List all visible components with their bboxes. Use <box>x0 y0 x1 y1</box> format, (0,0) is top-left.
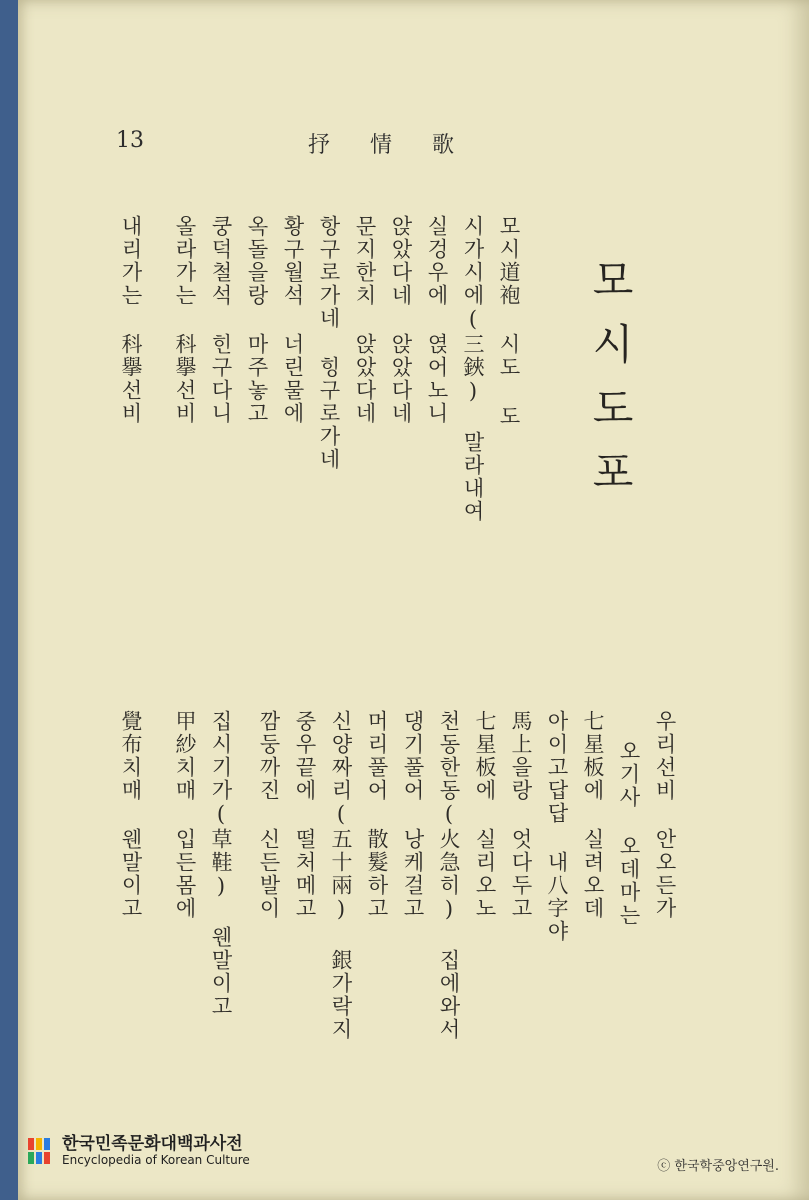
verse-line: 내리가는 科擧선비 <box>119 215 143 425</box>
verse-line: 오기사 오데마는 <box>617 740 641 927</box>
verse-line: 七星板에 실려오데 <box>581 710 605 920</box>
verse-line: 깜둥까진 신든발이 <box>257 710 281 920</box>
running-title: 抒情歌 <box>308 133 495 158</box>
logo-text-korean: 한국민족문화대백과사전 <box>62 1134 243 1154</box>
verse-line: 중우끝에 떨처메고 <box>293 710 317 920</box>
verse-line: 覺布치매 웬말이고 <box>119 710 143 920</box>
verse-line: 시가시에(三鋏) 말라내여 <box>461 215 485 523</box>
verse-line: 쿵덕철석 힌구다니 <box>209 215 233 425</box>
verse-line: 머리풀어 散髮하고 <box>365 710 389 920</box>
verse-line: 馬上을랑 엇다두고 <box>509 710 533 920</box>
encyclopedia-logo-icon <box>26 1136 56 1166</box>
verse-line: 七星板에 실리오노 <box>473 710 497 920</box>
verse-line: 앉았다네 앉았다네 <box>389 215 413 425</box>
verse-line: 옥돌을랑 마주놓고 <box>245 215 269 425</box>
verse-line: 甲紗치매 입든몸에 <box>173 710 197 920</box>
verse-line: 댕기풀어 낭케걸고 <box>401 710 425 920</box>
verse-line: 황구월석 너린물에 <box>281 215 305 425</box>
verse-line: 실겅우에 엱어노니 <box>425 215 449 425</box>
page-number: 13 <box>116 128 144 153</box>
verse-line: 우리선비 안오든가 <box>653 710 677 920</box>
verse-line: 천동한동(火急히) 집에와서 <box>437 710 461 1041</box>
verse-line: 신양짜리(五十兩) 銀가락지 <box>329 710 353 1041</box>
book-page <box>18 0 809 1200</box>
verse-line: 아이고답답 내八字야 <box>545 710 569 943</box>
poem-title: 모시도포 <box>586 258 635 514</box>
verse-line: 모시道袍 시도 도 <box>497 215 521 428</box>
verse-line: 집시기가(草鞋) 웬말이고 <box>209 710 233 1018</box>
verse-line: 문지한치 앉았다네 <box>353 215 377 425</box>
verse-line: 올라가는 科擧선비 <box>173 215 197 425</box>
copyright-notice: ⓒ 한국학중앙연구원. <box>657 1159 779 1174</box>
verse-line: 항구로가네 힝구로가네 <box>317 215 341 471</box>
logo-text-english: Encyclopedia of Korean Culture <box>62 1153 250 1167</box>
encyclopedia-logo <box>26 1135 250 1167</box>
